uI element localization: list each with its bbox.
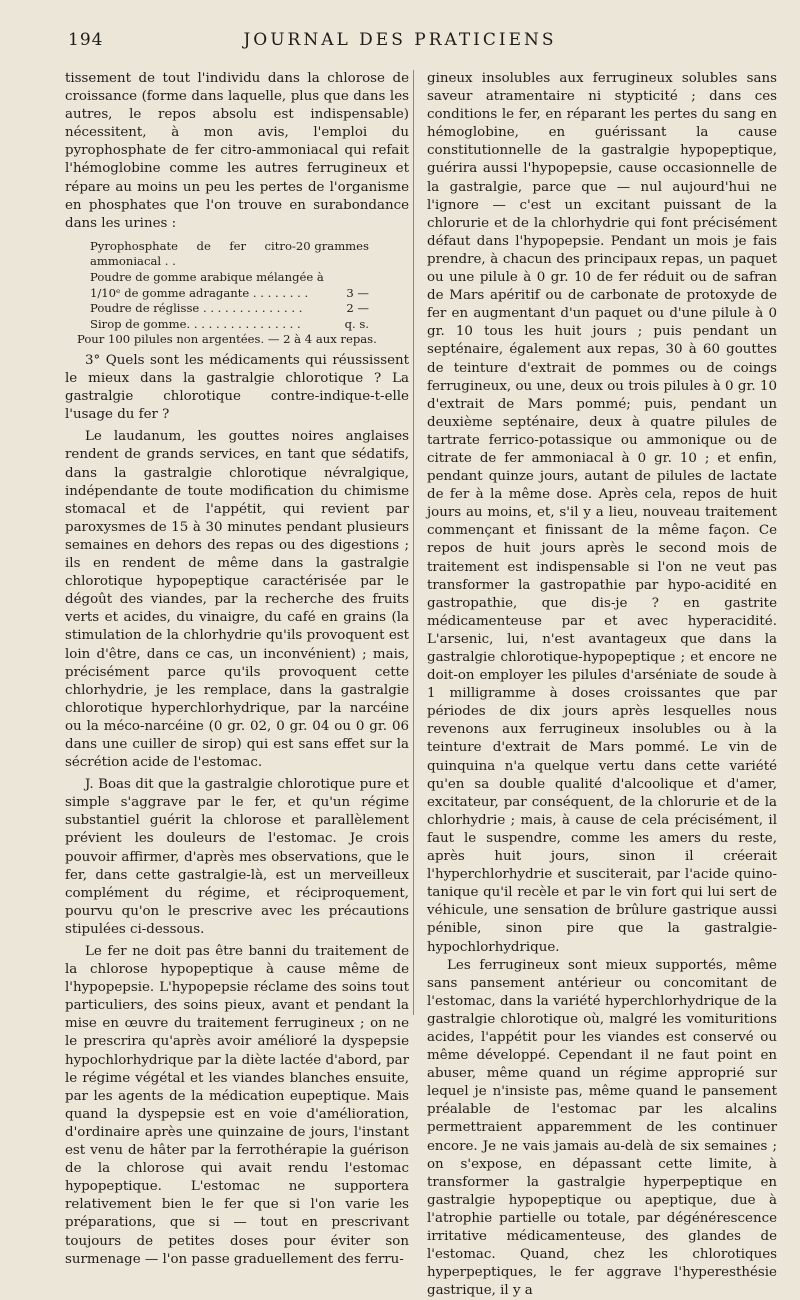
paragraph: gineux insolubles aux ferrugineux solubles sans saveur atramentaire ni stypticité ; dans ces conditions le fer, en réparant les pertes du sang en hémoglobine, en guérissant la cause constitutionnelle de la gastralgie hypopeptique, guérira aussi l'hypopepsie, cause occasionnelle de la gastralgie, parce que — nul aujourd'hui ne l'ignore — c'est un excitant puissant de la chlorurie et de la chlorhydrie qui font précisément défaut dans l'hypopepsie. Pendant un mois je fais prendre, à chacun des principaux repas, un paquet ou une pilule à 0 gr. 10 de fer réduit ou de safran de Mars apéritif ou de carbonate de protoxyde de fer en augmentant d'un paquet ou d'une pilule à 0 gr. 10 tous les huit jours ; puis pendant un septénaire, également aux repas, 30 à 60 gouttes de teinture d'extrait de pommes ou de coings ferrugineux, ou une, deux ou trois pilules à 0 gr. 10 d'extrait de Mars pommé; puis, pendant un deuxième septénaire, deux à quatre pilules de tartrate ferrico-potassique ou ammonique ou de citrate de fer ammoniacal à 0 gr. 10 ; et enfin, pendant quinze jours, autant de pilules de lactate de fer à la même dose. Après cela, repos de huit jours au moins, et, s'il y a lieu, nouveau traitement commençant et finissant de la même façon. Ce repos de huit jours après le second mois de traitement est indispensable si l'on ne veut pas transformer la gastropathie par hypo-acidité en gastropathie, que dis-je ? en gastrite médicamenteuse par et avec hyperacidité. L'arsenic, lui, n'est avantageux que dans la gastralgie chlorotique-hypopeptique ; et encore ne doit-on employer les pilules d'arséniate de soude à 1 milligramme à doses croissantes que par périodes de dix jours après lesquelles nous revenons aux ferrugineux insolubles ou à la teinture d'extrait de Mars pommé. Le vin de quinquina n'a quelque vertu dans cette variété qu'en sa double qualité d'alcoolique et d'amer, excitateur, par conséquent, de la chlorurie et de la chlorhydrie ; mais, à cause de cela précisément, il faut le suspendre, comme les amers du reste, après huit jours, sinon il créerait l'hyperchlorhydrie et susciterait, par l'acide quino-tanique qu'il recèle et par le vin fort qui lui sert de véhicule, une sensation de brûlure gastrique aussi pénible, sinon pire que la gastralgie-hypochlorhydrique.	[427, 71, 777, 955]
formula-row	[65, 286, 409, 302]
page-header	[0, 30, 800, 56]
ingredient-name: Sirop de gomme. . . . . . . . . . . . . . . .	[90, 316, 301, 331]
page-number: 194	[68, 30, 104, 50]
prescription-formula	[65, 239, 409, 348]
formula-row	[65, 270, 409, 286]
paragraph: J. Boas dit que la gastralgie chlorotique pure et simple s'aggrave par le fer, et qu'un régime substantiel guérit la chlorose et parallèlement prévient les douleurs de l'estomac. Je crois pouvoir affirmer, d'après mes observations, que le fer, dans cette gastralgie-là, est un merveilleux complément du régime, et réciproquement, pourvu qu'on le prescrive avec les précautions stipulées ci-dessous.	[65, 777, 409, 937]
ingredient-name: Poudre de gomme arabique mélangée à	[90, 270, 324, 285]
ingredient-quantity: 2 —	[346, 301, 369, 316]
formula-row	[65, 239, 409, 270]
ingredient-name: Poudre de réglisse . . . . . . . . . . . . . .	[90, 301, 303, 316]
formula-row	[65, 301, 409, 317]
paragraph: tissement de tout l'individu dans la chlorose de croissance (forme dans laquelle, plus que dans les autres, le repos absolu est indispensable) nécessitent, à mon avis, l'emploi du pyrophosphate de fer citro-ammoniacal qui refait l'hémoglobine comme les autres ferrugineux et répare au moins un peu les pertes de l'organisme en phosphates que l'on trouve en surabondance dans les urines :	[65, 71, 409, 231]
ingredient-quantity: 20 grammes	[295, 238, 369, 253]
right-column	[427, 70, 777, 1300]
running-title: JOURNAL DES PRATICIENS	[243, 30, 557, 50]
paragraph: Le fer ne doit pas être banni du traitement de la chlorose hypopeptique à cause même de l'hypopepsie. L'hypopepsie réclame des soins tout particuliers, des soins pieux, avant et pendant la mise en œuvre du traitement ferrugineux ; on ne le prescrira qu'après avoir amélioré la dyspepsie hypochlorhydrique par la diète lactée d'abord, par le régime végétal et les viandes blanches ensuite, par les agents de la médication eupeptique. Mais quand la dyspepsie est en voie d'amélioration, d'ordinaire après une quinzaine de jours, l'instant est venu de hâter par la ferrothérapie la guérison de la chlorose qui avait rendu l'estomac hypopeptique. L'estomac ne supportera relativement bien le fer que si l'on varie les préparations, que si — tout en prescrivant toujours de petites doses pour éviter son surmenage — l'on passe graduellement des ferru-	[65, 944, 409, 1267]
left-column	[65, 70, 409, 1269]
formula-row	[65, 317, 409, 333]
paragraph: Le laudanum, les gouttes noires anglaises rendent de grands services, en tant que sédatifs, dans la gastralgie chlorotique névralgique, indépendante de toute modification du chimisme stomacal et de l'appétit, qui revient par paroxysmes de 15 à 30 minutes pendant plusieurs semaines en dehors des repas ou des digestions ; ils en rendent de même dans la gastralgie chlorotique hypopeptique caractérisée par le dégoût des viandes, par la recherche des fruits verts et acides, du vinaigre, du café en grains (la stimulation de la chlorhydrie qu'ils provoquent est loin d'être, dans ce cas, un inconvénient) ; mais, précisément parce qu'ils provoquent cette chlorhydrie, je les remplace, dans la gastralgie chlorotique hyperchlorhydrique, par la narcéine ou la méco-narcéine (0 gr. 02, 0 gr. 04 ou 0 gr. 06 dans une cuiller de sirop) qui est sans effet sur la sécrétion acide de l'estomac.	[65, 429, 409, 771]
column-divider	[413, 70, 414, 1015]
ingredient-quantity: q. s.	[344, 316, 369, 331]
ingredient-name: 1/10ᵉ de gomme adragante . . . . . . . .	[90, 285, 309, 300]
ingredient-name: Pyrophosphate de fer citro-ammoniacal . .	[90, 238, 296, 269]
formula-dosage: Pour 100 pilules non argentées. — 2 à 4 aux repas.	[77, 332, 377, 347]
paragraph: 3° Quels sont les médicaments qui réussissent le mieux dans la gastralgie chlorotique ? La gastralgie chlorotique contre-indique-t-elle l'usage du fer ?	[65, 353, 409, 423]
ingredient-quantity: 3 —	[346, 285, 369, 300]
paragraph: Les ferrugineux sont mieux supportés, même sans pansement antérieur ou concomitant de l'estomac, dans la variété hyperchlorhydrique de la gastralgie chlorotique où, malgré les vomituritions acides, l'appétit pour les viandes est conservé ou même développé. Cependant il ne faut point en abuser, même quand un régime approprié sur lequel je n'insiste pas, même quand le pansement préalable de l'estomac par les alcalins permettraient apparemment de les continuer encore. Je ne vais jamais au-delà de six semaines ; on s'expose, en dépassant cette limite, à transformer la gastralgie hyperpeptique en gastralgie hypopeptique ou apeptique, due à l'atrophie partielle ou totale, par dégénérescence irritative médicamenteuse, des glandes de l'estomac. Quand, chez les chlorotiques hyperpeptiques, le fer aggrave l'hyperesthésie gastrique, il y a	[427, 957, 777, 1299]
